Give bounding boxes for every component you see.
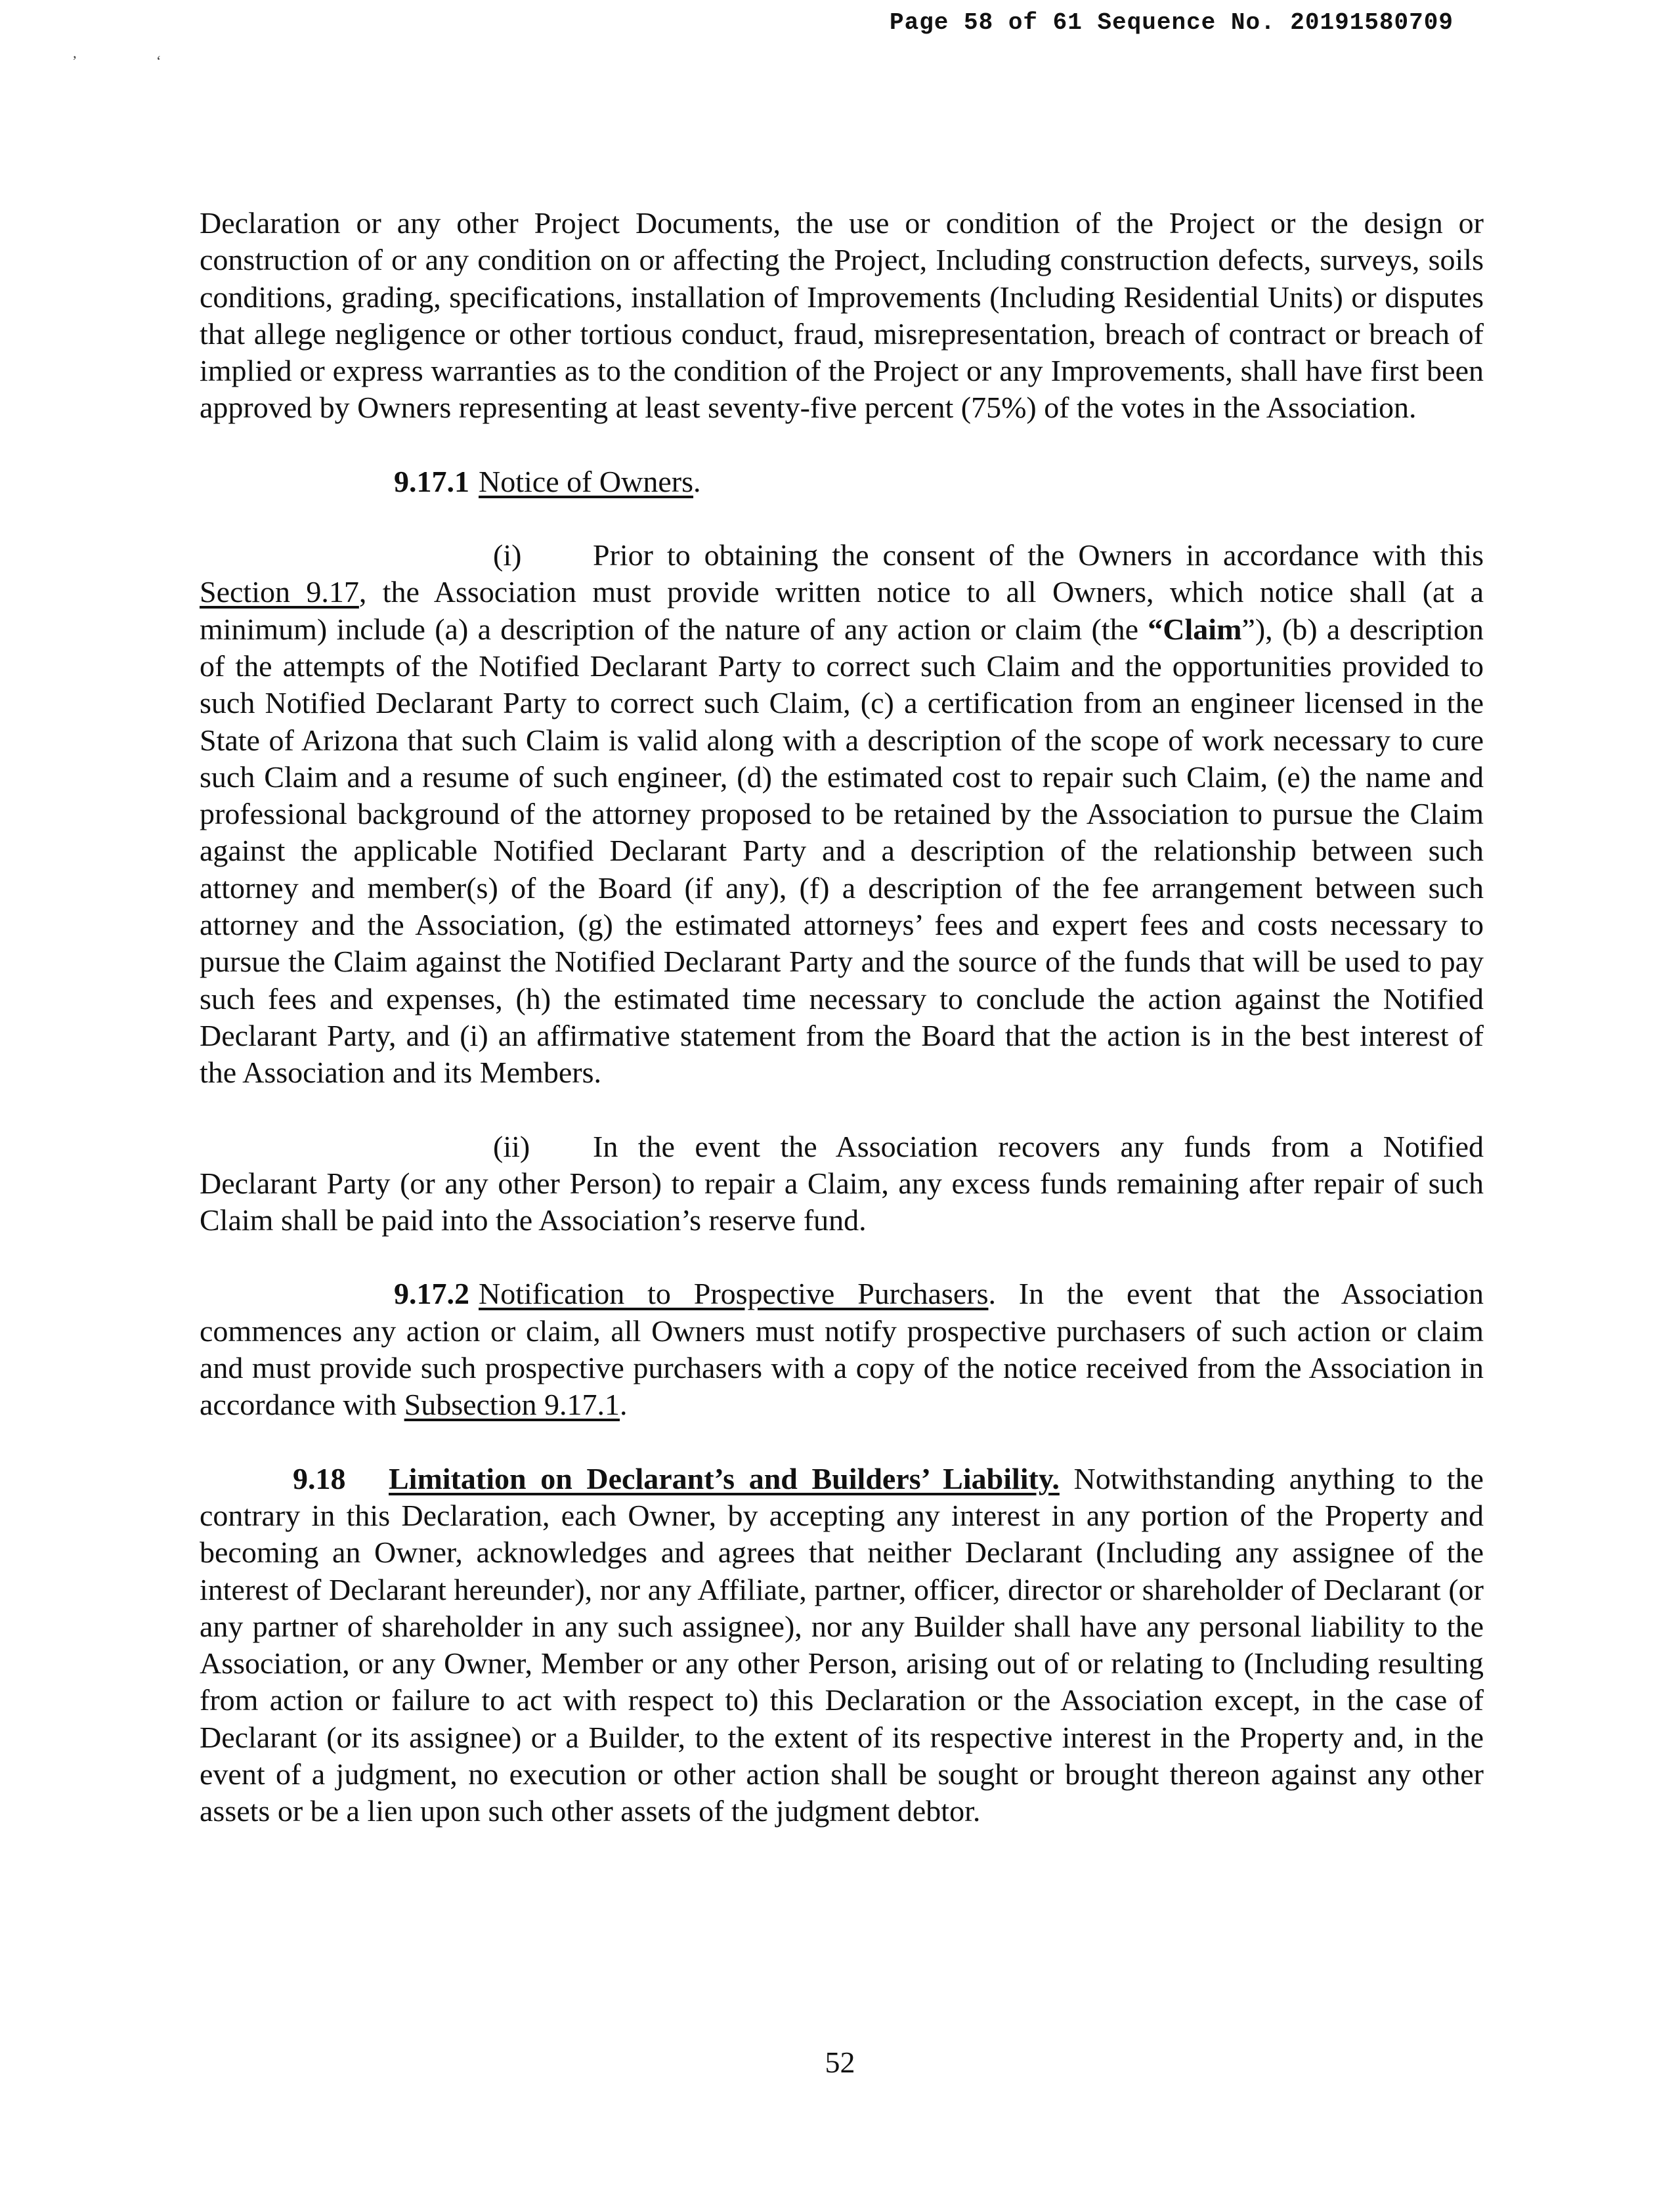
scan-mark: ’ xyxy=(72,53,77,69)
page-sequence-header: Page 58 of 61 Sequence No. 20191580709 xyxy=(890,9,1454,36)
subparagraph-text: , the Association must provide written notice to all Owners, which notice shall (at a minimum) include (a) a description of the nature of any action or claim (the xyxy=(200,575,1484,646)
section-9-17-1-heading xyxy=(200,463,1484,500)
subparagraph-text: ”), (b) a description of the attempts of the Notified Declarant Party to correct such Claim and the opportunities provided to such Notified Declarant Party to correct such Claim, (c) a certification from an engineer licensed in the State of Arizona that such Claim is valid along with a description of the scope of work necessary to cure such Claim and a resume of such engineer, (d) the estimated cost to repair such Claim, (e) the name and professional background of the attorney proposed to be retained by the Association to pursue the Claim against the applicable Notified Declarant Party and a description of the relationship between such attorney and member(s) of the Board (if any), (f) a description of the fee arrangement between such attorney and the Association, (g) the estimated attorneys’ fees and expert fees and costs necessary to pursue the Claim against the Notified Declarant Party and the source of the funds that will be used to pay such fees and expenses, (h) the estimated time necessary to conclude the action against the Notified Declarant Party, and (i) an affirmative statement from the Board that the action is in the best interest of the Association and its Members. xyxy=(200,612,1484,1090)
defined-term: “Claim xyxy=(1148,612,1242,646)
subparagraph-label: (i) xyxy=(493,538,522,572)
subparagraph-i xyxy=(200,537,1484,1091)
section-reference: Section 9.17 xyxy=(200,575,359,609)
subparagraph-label: (ii) xyxy=(493,1129,530,1163)
paragraph-continuation: Declaration or any other Project Documents, the use or condition of the Project or the design or construction of or any condition on or affecting the Project, Including construction defects, surveys, soils conditions, grading, specifications, installation of Improvements (Including Residential Units) or disputes that allege negligence or other tortious conduct, fraud, misrepresentation, breach of contract or breach of implied or express warranties as to the condition of the Project or any Improvements, shall have first been approved by Owners representing at least seventy-five percent (75%) of the votes in the Association. xyxy=(200,206,1484,425)
subparagraph-text: In the event the Association recovers any funds from a Notified Declarant Party (or any other Person) to repair a Claim, any excess funds remaining after repair of such Claim shall be paid into the Association’s reserve fund. xyxy=(200,1129,1484,1237)
subparagraph-ii xyxy=(200,1128,1484,1239)
section-title: Notification to Prospective Purchasers xyxy=(479,1277,989,1311)
section-number: 9.17.2 xyxy=(394,1277,469,1311)
subparagraph-text: Prior to obtaining the consent of the Owners in accordance with this xyxy=(593,538,1484,572)
section-9-18 xyxy=(200,1461,1484,1830)
section-9-17-2 xyxy=(200,1275,1484,1423)
section-text: Notwithstanding anything to the contrary in this Declaration, each Owner, by accepting any interest in any portion of the Property and becoming an Owner, acknowledges and agrees that neither Declarant (Including any assignee of the interest of Declarant hereunder), nor any Affiliate, partner, officer, director or shareholder of Declarant (or any partner of shareholder in any such assignee), nor any Builder shall have any personal liability to the Association, or any Owner, Member or any other Person, arising out of or relating to (Including resulting from action or failure to act with respect to) this Declaration or the Association except, in the case of Declarant (or its assignee) or a Builder, to the extent of its respective interest in the Property and, in the event of a judgment, no execution or other action shall be sought or brought thereon against any other assets or be a lien upon such other assets of the judgment debtor. xyxy=(200,1461,1484,1828)
section-title: Limitation on Declarant’s and Builders’ Liability. xyxy=(389,1461,1060,1495)
section-number: 9.17.1 xyxy=(394,464,469,498)
section-text: . In the event that the Association commences any action or claim, all Owners must notify prospective purchasers of such action or claim and must provide such prospective purchasers with a copy of the notice received from the Association in accordance with xyxy=(200,1277,1484,1422)
section-text: . xyxy=(620,1388,628,1422)
page-number: 52 xyxy=(825,2046,855,2079)
section-title-period: . xyxy=(693,464,701,498)
section-number: 9.18 xyxy=(293,1461,346,1495)
document-body xyxy=(200,205,1484,1830)
scan-mark: ‘ xyxy=(156,53,162,69)
section-title: Notice of Owners xyxy=(479,464,694,498)
section-reference: Subsection 9.17.1 xyxy=(404,1388,620,1422)
